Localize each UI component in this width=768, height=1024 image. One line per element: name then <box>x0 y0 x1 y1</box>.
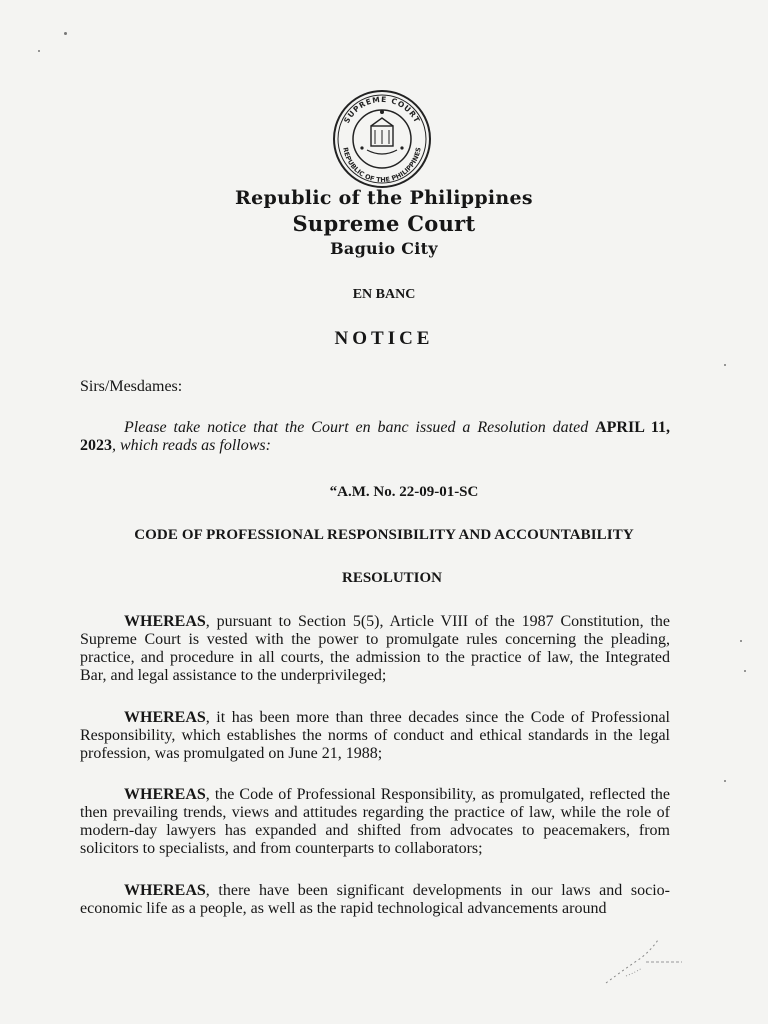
paragraph-text: , it has been more than three decades since the Code of Professional Responsibility, which establishes the norms of conduct and ethical standards in the legal profession, was promulgated on June 21, 1988; <box>80 709 670 762</box>
intro-paragraph <box>80 419 670 455</box>
header-court: Supreme Court <box>292 211 476 236</box>
svg-text:REPUBLIC OF THE PHILIPPINES: REPUBLIC OF THE PHILIPPINES <box>341 146 423 185</box>
scan-speck <box>744 670 746 672</box>
division-label: EN BANC <box>352 287 416 302</box>
paragraph-text: , there have been significant developments in our laws and socio-economic life as a people, as well as the rapid technological advancements around <box>80 882 670 917</box>
document-title: CODE OF PROFESSIONAL RESPONSIBILITY AND ACCOUNTABILITY <box>134 527 634 543</box>
whereas-lead: WHEREAS <box>124 882 206 899</box>
scan-speck <box>724 780 726 782</box>
header-republic: Republic of the Philippines <box>235 187 533 209</box>
intro-italic: Please take notice that the Court en banc issued a Resolution dated <box>124 419 596 436</box>
case-number: “A.M. No. 22-09-01-SC <box>329 484 479 500</box>
whereas-paragraph <box>80 613 670 685</box>
whereas-lead: WHEREAS <box>124 786 206 803</box>
scan-speck <box>740 640 742 642</box>
whereas-lead: WHEREAS <box>124 613 206 630</box>
resolution-heading: RESOLUTION <box>341 570 443 586</box>
scan-speck <box>724 364 726 366</box>
svg-text:SUPREME COURT: SUPREME COURT <box>342 94 422 125</box>
scan-speck <box>38 50 40 52</box>
paragraph-text: , the Code of Professional Responsibility, as promulgated, reflected the then prevailing trends, views and attitudes regarding the practice of law, while the role of modern-day lawyers has expanded and shifted from advocates to peacemakers, from solicitors to specialists, and from counterparts to collaborators; <box>80 786 670 857</box>
intro-italic-tail: , which reads as follows: <box>112 437 271 454</box>
notice-heading: NOTICE <box>334 328 434 349</box>
header-city: Baguio City <box>330 239 438 258</box>
whereas-paragraph <box>80 786 670 858</box>
paragraph-text: , pursuant to Section 5(5), Article VIII of the 1987 Constitution, the Supreme Court is vested with the power to promulgate rules concerning the pleading, practice, and procedure in all courts, the admission to the practice of law, the Integrated Bar, and legal assistance to the underprivileged; <box>80 613 670 684</box>
whereas-paragraph <box>80 709 670 763</box>
salutation: Sirs/Mesdames: <box>80 378 183 395</box>
whereas-paragraph <box>80 882 670 918</box>
whereas-lead: WHEREAS <box>124 709 206 726</box>
scan-speck <box>64 32 67 35</box>
resolution-date: APRIL 11, 2023 <box>80 419 671 454</box>
handwritten-mark <box>596 928 686 988</box>
supreme-court-seal <box>331 88 433 190</box>
